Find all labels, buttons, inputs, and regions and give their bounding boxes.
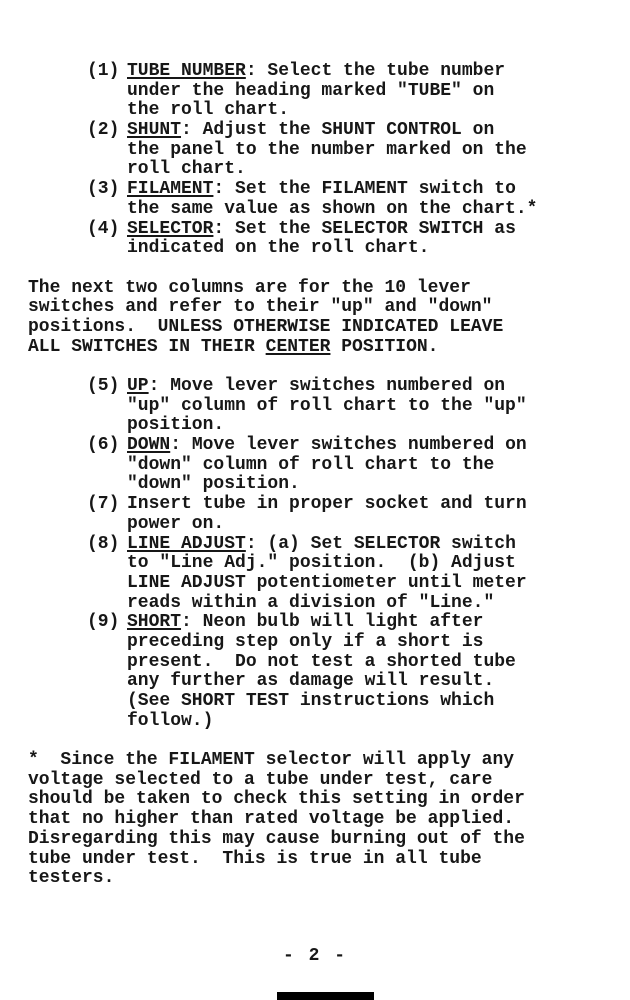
step-text — [127, 495, 630, 534]
step-item — [87, 121, 630, 180]
step-item — [87, 180, 630, 219]
text-segment: Insert tube in proper socket and turn — [127, 494, 527, 515]
text-segment: : Select the tube number — [245, 61, 506, 81]
text-line — [127, 239, 630, 259]
text-line — [127, 62, 630, 82]
text-segment: tube under test. This is true in all tube — [28, 848, 482, 869]
text-line — [127, 475, 630, 495]
text-line — [127, 160, 630, 180]
text-segment: the same value as shown on the chart.* — [127, 198, 538, 219]
step-text — [127, 377, 630, 436]
text-line — [127, 633, 630, 653]
text-line — [127, 515, 630, 535]
text-segment: preceding step only if a short is — [127, 631, 484, 652]
text-segment: under the heading marked "TUBE" on — [127, 80, 495, 101]
text-segment: Disregarding this may cause burning out of the — [28, 828, 525, 849]
text-line — [28, 318, 620, 338]
text-line — [28, 298, 620, 318]
step-number: (9) — [87, 612, 120, 633]
text-line — [127, 554, 630, 574]
text-line — [127, 613, 630, 633]
underlined-text: FILAMENT — [127, 179, 214, 200]
text-segment: : Neon bulb will light after — [181, 612, 484, 633]
text-line — [127, 397, 630, 417]
text-line — [127, 101, 630, 121]
text-segment: "up" column of roll chart to the "up" — [127, 395, 527, 416]
underlined-text: LINE ADJUST — [127, 533, 246, 554]
text-line — [127, 82, 630, 102]
text-line — [28, 869, 620, 889]
text-segment: POSITION. — [330, 336, 439, 357]
step-text — [127, 613, 630, 731]
step-item — [87, 436, 630, 495]
step-number: (6) — [87, 435, 120, 456]
text-line — [127, 653, 630, 673]
underlined-text: TUBE NUMBER — [127, 61, 246, 81]
scan-artifact-bar — [277, 992, 374, 1000]
text-segment: to "Line Adj." position. (b) Adjust — [127, 553, 516, 574]
step-number: (2) — [87, 120, 120, 141]
underlined-text: SHORT — [127, 612, 182, 633]
text-segment: should be taken to check this setting in order — [28, 789, 525, 810]
text-line — [127, 180, 630, 200]
text-segment: any further as damage will result. — [127, 671, 495, 692]
text-segment: positions. UNLESS OTHERWISE INDICATED LEAVE — [28, 316, 504, 337]
text-segment: * Since the FILAMENT selector will apply any — [28, 750, 515, 771]
text-line — [127, 495, 630, 515]
text-segment: power on. — [127, 513, 225, 534]
step-item — [87, 62, 630, 121]
text-line — [127, 141, 630, 161]
instruction-list-operation — [0, 377, 630, 731]
text-segment: follow.) — [127, 710, 214, 731]
text-segment: ALL SWITCHES IN THEIR — [28, 336, 266, 357]
step-item — [87, 377, 630, 436]
text-segment: (See SHORT TEST instructions which — [127, 691, 495, 711]
text-line — [127, 535, 630, 555]
step-number: (4) — [87, 218, 120, 239]
step-item — [87, 613, 630, 731]
text-segment: that no higher than rated voltage be applied. — [28, 809, 515, 830]
text-segment: the panel to the number marked on the — [127, 139, 527, 160]
step-number: (3) — [87, 179, 120, 200]
text-line — [127, 672, 630, 692]
step-number: (8) — [87, 533, 120, 554]
text-segment: roll chart. — [127, 159, 246, 180]
step-number: (5) — [87, 376, 120, 396]
text-line — [127, 712, 630, 732]
step-number: (7) — [87, 494, 120, 515]
step-text — [127, 180, 630, 219]
text-line — [127, 574, 630, 594]
step-text — [127, 220, 630, 259]
text-segment: switches and refer to their "up" and "down" — [28, 297, 493, 318]
text-line — [127, 416, 630, 436]
text-line — [28, 771, 620, 791]
text-line — [28, 790, 620, 810]
step-item — [87, 220, 630, 259]
text-segment: : Move lever switches numbered on — [170, 435, 527, 456]
text-line — [28, 338, 620, 358]
underlined-text: SELECTOR — [127, 218, 214, 239]
text-line — [127, 121, 630, 141]
text-line — [28, 279, 620, 299]
text-line — [127, 594, 630, 614]
text-segment: "down" column of roll chart to the — [127, 454, 495, 475]
text-line — [28, 751, 620, 771]
step-text — [127, 535, 630, 614]
text-segment: : Set the FILAMENT switch to — [213, 179, 516, 200]
text-segment: : Set the SELECTOR SWITCH as — [213, 218, 516, 239]
instruction-list-setup — [0, 62, 630, 259]
filament-footnote — [0, 751, 630, 889]
text-line — [127, 692, 630, 712]
text-segment: : (a) Set SELECTOR switch — [245, 533, 516, 554]
underlined-text: UP — [127, 376, 149, 396]
text-segment: reads within a division of "Line." — [127, 592, 495, 613]
text-segment: present. Do not test a shorted tube — [127, 651, 516, 672]
text-segment: : Adjust the SHUNT CONTROL on — [181, 120, 495, 141]
step-text — [127, 62, 630, 121]
step-text — [127, 121, 630, 180]
step-item — [87, 495, 630, 534]
text-segment: : Move lever switches numbered on — [148, 376, 506, 396]
lever-switch-paragraph — [0, 279, 630, 358]
text-line — [127, 436, 630, 456]
underlined-text: DOWN — [127, 435, 171, 456]
underlined-text: CENTER — [265, 336, 331, 357]
text-line — [127, 200, 630, 220]
underlined-text: SHUNT — [127, 120, 182, 141]
text-line — [28, 830, 620, 850]
text-line — [127, 377, 630, 397]
text-line — [127, 220, 630, 240]
text-segment: The next two columns are for the 10 lever — [28, 277, 471, 298]
text-segment: the roll chart. — [127, 100, 290, 121]
text-segment: testers. — [28, 868, 115, 889]
text-segment: "down" position. — [127, 474, 300, 495]
step-item — [87, 535, 630, 614]
step-text — [127, 436, 630, 495]
text-segment: position. — [127, 415, 225, 436]
step-number: (1) — [87, 61, 120, 81]
text-segment: LINE ADJUST potentiometer until meter — [127, 572, 527, 593]
text-line — [28, 850, 620, 870]
text-segment: indicated on the roll chart. — [127, 238, 430, 259]
text-segment: voltage selected to a tube under test, care — [28, 769, 493, 790]
text-line — [28, 810, 620, 830]
page-number: - 2 - — [282, 946, 347, 966]
text-line — [127, 456, 630, 476]
